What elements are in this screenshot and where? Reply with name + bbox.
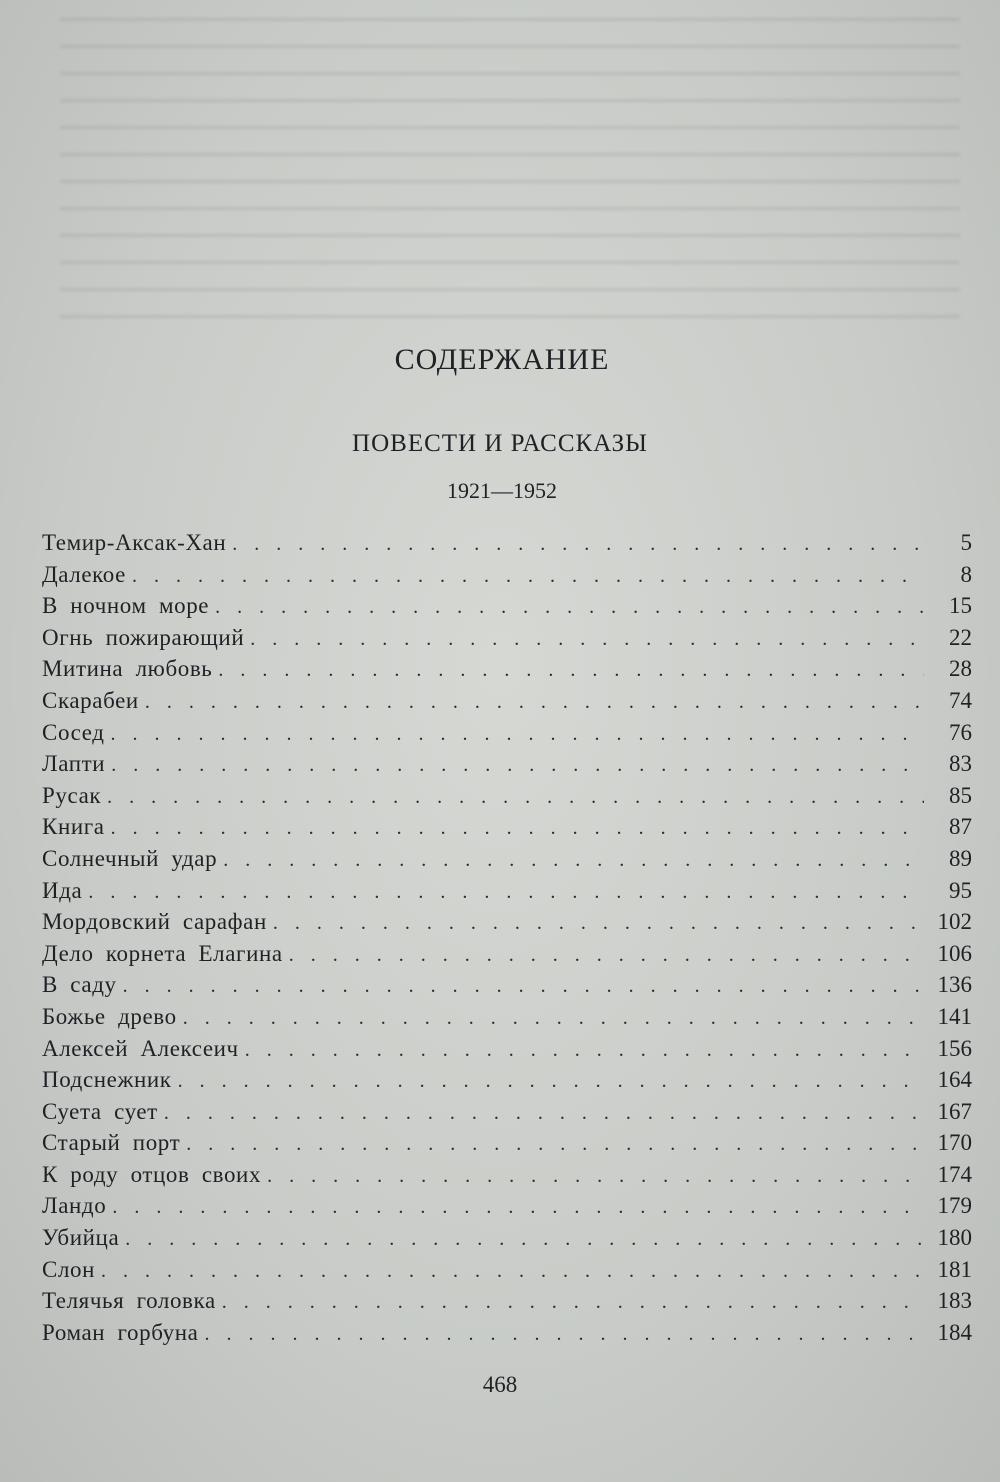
toc-entry-page: 83 (949, 751, 972, 777)
toc-entry-title: Огнь пожирающий (42, 624, 245, 650)
dot-leader (111, 754, 924, 777)
toc-entry-title: Ида (42, 877, 83, 903)
dot-leader (250, 628, 924, 651)
toc-entry (42, 1320, 972, 1352)
toc-entry (42, 751, 972, 783)
dot-leader (164, 1102, 924, 1125)
toc-entry-title: Книга (42, 814, 105, 840)
page-number: 468 (482, 1372, 518, 1397)
dot-leader (245, 1039, 924, 1062)
dot-leader (107, 786, 924, 809)
toc-entry-page: 184 (937, 1319, 972, 1345)
dot-leader (289, 944, 924, 967)
toc-entry-page: 141 (937, 1003, 972, 1029)
dot-leader (125, 1228, 924, 1251)
toc-entry-page: 74 (949, 687, 972, 713)
toc-entry-title: Ландо (42, 1193, 107, 1219)
toc-entry-title: Суета сует (42, 1098, 158, 1124)
toc-entry-title: Убийца (42, 1225, 120, 1251)
toc-entry (42, 625, 972, 657)
toc-entry-page: 76 (949, 719, 972, 745)
dot-leader (111, 723, 924, 746)
toc-entry-title: Божье древо (42, 1003, 177, 1029)
dot-leader (112, 1196, 924, 1219)
dot-leader (145, 691, 924, 714)
toc-entry-title: Дело корнета Елагина (42, 940, 283, 966)
dot-leader (132, 565, 924, 588)
dot-leader (183, 1007, 924, 1030)
toc-entry-page: 164 (937, 1067, 972, 1093)
dot-leader (223, 849, 924, 872)
toc-entry (42, 1162, 972, 1194)
toc-entry-page: 8 (960, 561, 972, 587)
toc-entry-title: К роду отцов своих (42, 1161, 262, 1187)
toc-entry-page: 174 (937, 1161, 972, 1187)
dot-leader (232, 533, 924, 556)
toc-entry-page: 15 (949, 593, 972, 619)
dot-leader (101, 1260, 924, 1283)
toc-entry (42, 1036, 972, 1068)
show-through-text (60, 0, 960, 330)
toc-entry-title: Русак (42, 782, 102, 808)
toc-entry-page: 183 (937, 1288, 972, 1314)
toc-entry (42, 783, 972, 815)
toc-entry-page: 156 (937, 1035, 972, 1061)
toc-entry (42, 846, 972, 878)
toc-entry (42, 972, 972, 1004)
dot-leader (273, 912, 924, 935)
toc-entry (42, 941, 972, 973)
dot-leader (204, 1323, 924, 1346)
toc-entry (42, 1130, 972, 1162)
toc-entry-title: Телячья головка (42, 1288, 216, 1314)
years-range: 1921—1952 (447, 478, 557, 503)
toc-entry-title: Роман горбуна (42, 1319, 199, 1345)
dot-leader (178, 1070, 924, 1093)
toc-entry-title: Старый порт (42, 1130, 181, 1156)
toc-entry-title: Сосед (42, 719, 105, 745)
toc-entry-title: Солнечный удар (42, 845, 218, 871)
toc-entry-page: 102 (937, 909, 972, 935)
dot-leader (186, 1133, 924, 1156)
toc-entry (42, 1193, 972, 1225)
dot-leader (123, 975, 924, 998)
toc-entry-title: Лапти (42, 751, 106, 777)
toc-entry-page: 181 (937, 1256, 972, 1282)
table-of-contents (42, 530, 972, 1351)
toc-entry-title: Скарабеи (42, 687, 139, 713)
toc-entry-page: 28 (949, 656, 972, 682)
toc-entry-page: 179 (937, 1193, 972, 1219)
dot-leader (222, 1291, 924, 1314)
toc-entry-page: 167 (937, 1098, 972, 1124)
dot-leader (88, 881, 924, 904)
toc-entry-title: В саду (42, 972, 117, 998)
toc-entry-page: 106 (937, 940, 972, 966)
section-title: ПОВЕСТИ И РАССКАЗЫ (352, 430, 648, 457)
toc-entry-title: Темир-Аксак-Хан (42, 530, 227, 555)
toc-entry-page: 170 (937, 1130, 972, 1156)
toc-entry (42, 814, 972, 846)
toc-entry-page: 5 (960, 530, 972, 555)
toc-entry (42, 562, 972, 594)
toc-entry (42, 530, 972, 562)
toc-entry-page: 85 (949, 782, 972, 808)
toc-entry-page: 180 (937, 1225, 972, 1251)
toc-entry (42, 909, 972, 941)
toc-entry-page: 22 (949, 624, 972, 650)
toc-entry (42, 1004, 972, 1036)
toc-entry (42, 1099, 972, 1131)
toc-entry-title: Митина любовь (42, 656, 213, 682)
dot-leader (267, 1165, 924, 1188)
toc-entry (42, 656, 972, 688)
toc-entry-page: 136 (937, 972, 972, 998)
toc-entry-title: Алексей Алексеич (42, 1035, 239, 1061)
toc-entry (42, 1257, 972, 1289)
toc-entry-title: Далекое (42, 561, 126, 587)
toc-entry-page: 95 (949, 877, 972, 903)
toc-entry (42, 593, 972, 625)
toc-entry-page: 89 (949, 845, 972, 871)
dot-leader (215, 596, 924, 619)
toc-entry (42, 720, 972, 752)
toc-entry (42, 1067, 972, 1099)
toc-entry-title: Подснежник (42, 1067, 172, 1093)
toc-entry-title: Мордовский сарафан (42, 909, 267, 935)
toc-entry (42, 1288, 972, 1320)
dot-leader (218, 659, 924, 682)
toc-entry-title: В ночном море (42, 593, 210, 619)
contents-title: СОДЕРЖАНИЕ (394, 343, 610, 376)
dot-leader (111, 817, 924, 840)
toc-entry (42, 688, 972, 720)
toc-entry (42, 1225, 972, 1257)
toc-entry-page: 87 (949, 814, 972, 840)
toc-entry (42, 878, 972, 910)
toc-entry-title: Слон (42, 1256, 96, 1282)
